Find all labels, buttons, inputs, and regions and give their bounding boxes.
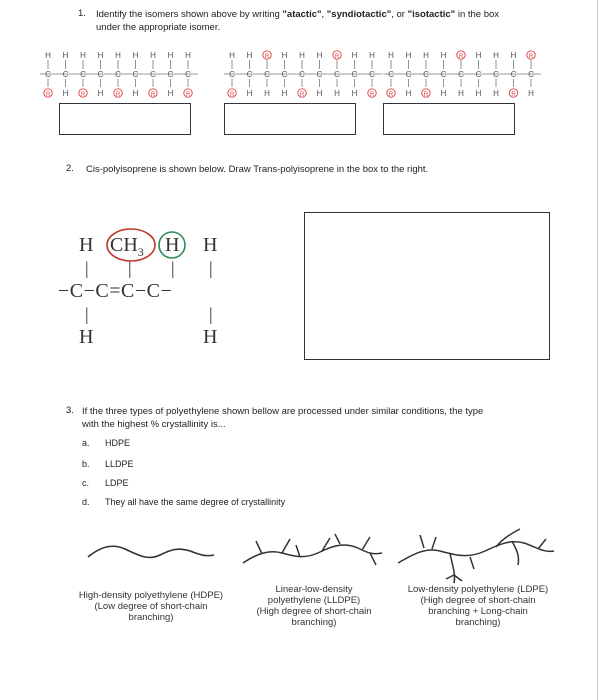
- option-a-letter: a.: [82, 438, 90, 448]
- hdpe-label: [56, 590, 246, 623]
- chain-2-r-bot-4: R: [299, 92, 305, 98]
- chain-3-h-bot-5: H: [475, 89, 482, 98]
- chain-2-carbon-1: C: [246, 70, 253, 79]
- chain-1-carbon-5: C: [132, 70, 139, 79]
- mol-h-top-left: H: [79, 234, 94, 256]
- chain-2-r-top-6: R: [334, 54, 340, 60]
- option-a-text[interactable]: HDPE: [105, 438, 131, 448]
- chain-3-h-top-7: H: [510, 51, 517, 60]
- chain-2-carbon-5: C: [316, 70, 323, 79]
- chain-2-h-top-4: H: [299, 51, 305, 60]
- chain-2-h-top-5: H: [316, 51, 323, 60]
- chain-3-carbon-8: C: [528, 70, 534, 79]
- option-c-letter: c.: [82, 478, 90, 488]
- chain-2-h-bot-7: H: [351, 89, 358, 98]
- lldpe-label-line1: Linear-low-density: [275, 584, 353, 595]
- ldpe-chain: [398, 529, 554, 583]
- option-b-letter: b.: [82, 459, 90, 469]
- chain-1-h-bot-5: H: [132, 89, 139, 98]
- option-d-text[interactable]: They all have the same degree of crystallinity: [105, 497, 286, 507]
- mol-bond-top-h: |: [171, 258, 175, 278]
- answer-box-trans-polyisoprene[interactable]: [304, 212, 550, 360]
- ldpe-label-line4: branching): [455, 617, 501, 628]
- ldpe-label-line3: branching + Long-chain: [428, 606, 528, 617]
- chain-1-h-bot-1: H: [62, 89, 69, 98]
- hdpe-label-line3: branching): [128, 612, 174, 623]
- hdpe-label-line1: High-density polyethylene (HDPE): [78, 590, 224, 601]
- chain-1-r-bot-6: R: [150, 92, 156, 98]
- chain-2-h-top-8: H: [369, 51, 375, 60]
- ch3-red-circle: [107, 229, 155, 261]
- chain-3-h-bot-1: H: [405, 89, 412, 98]
- chain-2-carbon-4: C: [299, 70, 305, 79]
- chain-2-h-bot-5: H: [316, 89, 323, 98]
- option-syndiotactic: "syndiotactic": [326, 9, 392, 20]
- chain-1-h-top-2: H: [80, 51, 86, 60]
- chain-3-r-bot-0: R: [388, 92, 394, 98]
- chain-2-h-top-7: H: [351, 51, 358, 60]
- mol-h-top-right: H: [203, 234, 218, 256]
- chain-3-h-top-5: H: [475, 51, 482, 60]
- polymer-chains-diagram: [0, 50, 607, 110]
- option-b-text[interactable]: LLDPE: [105, 459, 134, 469]
- mol-h-bottom-right: H: [203, 326, 218, 348]
- chain-3-carbon-4: C: [458, 70, 464, 79]
- chain-3-h-bot-4: H: [458, 89, 464, 98]
- chain-3-h-top-0: H: [388, 51, 394, 60]
- chain-3-carbon-0: C: [388, 70, 394, 79]
- ldpe-label-line2: (High degree of short-chain: [420, 595, 536, 606]
- chain-1-carbon-2: C: [80, 70, 86, 79]
- answer-box-chain-3[interactable]: [383, 103, 515, 135]
- chain-1-carbon-4: C: [115, 70, 121, 79]
- chain-2-carbon-2: C: [264, 70, 270, 79]
- chain-3-r-bot-7: R: [511, 92, 516, 98]
- question-1-sep1: ,: [321, 9, 327, 20]
- chain-3-carbon-3: C: [440, 70, 447, 79]
- chain-2-h-top-0: H: [229, 51, 235, 60]
- mol-bond-top-ch3: |: [128, 258, 132, 278]
- question-1-number: 1.: [78, 8, 86, 19]
- chain-1-h-top-5: H: [132, 51, 139, 60]
- lldpe-label-line2: polyethylene (LLDPE): [267, 595, 361, 606]
- chain-1-r-bot-8: R: [185, 92, 191, 98]
- chain-1-r-bot-2: R: [80, 92, 86, 98]
- chain-1-carbon-6: C: [150, 70, 156, 79]
- chain-1-h-top-1: H: [62, 51, 69, 60]
- chain-2-carbon-8: C: [369, 70, 375, 79]
- answer-box-chain-2[interactable]: [224, 103, 356, 135]
- mol-ch3-label: CH: [110, 234, 138, 256]
- question-3-line2: with the highest % crystallinity is...: [82, 419, 226, 430]
- hdpe-chain-line: [88, 546, 214, 557]
- chain-2-h-bot-6: H: [334, 89, 340, 98]
- chain-3-carbon-7: C: [510, 70, 517, 79]
- h-green-circle: [159, 232, 185, 258]
- chain-2-carbon-7: C: [351, 70, 358, 79]
- mol-bond-top-right: |: [209, 258, 213, 278]
- lldpe-chain: [243, 534, 382, 565]
- chain-1-h-top-8: H: [185, 51, 191, 60]
- chain-3-carbon-2: C: [423, 70, 429, 79]
- chain-2-carbon-0: C: [229, 70, 235, 79]
- mol-h-circled: H: [165, 234, 180, 256]
- chain-1-carbon-8: C: [185, 70, 191, 79]
- question-3-text: [82, 405, 542, 431]
- chain-2-h-top-3: H: [281, 51, 288, 60]
- lldpe-label: [234, 584, 394, 628]
- chain-2-carbon-6: C: [334, 70, 340, 79]
- chain-1-h-top-3: H: [97, 51, 104, 60]
- chain-3-carbon-5: C: [475, 70, 482, 79]
- chain-1-h-top-6: H: [150, 51, 156, 60]
- question-3-number: 3.: [66, 405, 74, 416]
- mol-ch3-subscript: 3: [137, 245, 144, 259]
- chain-1-r-bot-4: R: [115, 92, 121, 98]
- chain-2-carbon-3: C: [281, 70, 288, 79]
- option-atactic: "atactic": [282, 9, 322, 20]
- chain-1-carbon-1: C: [62, 70, 69, 79]
- chain-2-h-bot-2: H: [264, 89, 270, 98]
- ldpe-label-line1: Low-density polyethylene (LDPE): [407, 584, 549, 595]
- question-2-number: 2.: [66, 163, 74, 174]
- answer-box-chain-1[interactable]: [59, 103, 191, 135]
- lldpe-label-line4: branching): [291, 617, 337, 628]
- chain-3-h-top-3: H: [440, 51, 447, 60]
- chain-1-carbon-3: C: [97, 70, 104, 79]
- question-1-line2: under the appropriate isomer.: [96, 22, 221, 33]
- chain-3-r-top-4: R: [458, 54, 464, 60]
- mol-backbone: −C−C=C−C−: [58, 280, 173, 302]
- lldpe-label-line3: (High degree of short-chain: [256, 606, 372, 617]
- chain-1-r-bot-0: R: [45, 92, 51, 98]
- option-d-letter: d.: [82, 497, 90, 507]
- hdpe-label-line2: (Low degree of short-chain: [94, 601, 208, 612]
- mol-bond-bottom-left: |: [85, 304, 89, 324]
- chain-1-carbon-7: C: [167, 70, 174, 79]
- option-c-text[interactable]: LDPE: [105, 478, 129, 488]
- mol-h-bottom-left: H: [79, 326, 94, 348]
- chain-3-h-bot-3: H: [440, 89, 447, 98]
- question-1-text: [96, 8, 516, 34]
- chain-3-h-top-6: H: [493, 51, 499, 60]
- chain-2-h-bot-3: H: [281, 89, 288, 98]
- chain-3-h-bot-8: H: [528, 89, 534, 98]
- chain-3-r-top-8: R: [528, 54, 534, 60]
- question-3-line1: If the three types of polyethylene shown bellow are processed under similar conditions, the type: [82, 406, 484, 417]
- mol-circles: [0, 225, 240, 285]
- chain-3-r-bot-2: R: [423, 92, 429, 98]
- question-1-suffix: in the box: [455, 9, 500, 20]
- page-edge: [597, 0, 598, 700]
- chain-1-h-top-7: H: [167, 51, 174, 60]
- option-isotactic: "isotactic": [407, 9, 456, 20]
- mol-bond-top-left: |: [85, 258, 89, 278]
- chain-2-r-top-2: R: [264, 54, 270, 60]
- question-1-prefix: Identify the isomers shown above by writing: [96, 9, 283, 20]
- chain-3-carbon-1: C: [405, 70, 412, 79]
- chain-3-h-bot-6: H: [493, 89, 499, 98]
- chain-1-h-bot-7: H: [167, 89, 174, 98]
- chain-2-r-bot-0: R: [229, 92, 235, 98]
- chain-2-h-bot-1: H: [246, 89, 253, 98]
- chain-1-h-top-4: H: [115, 51, 121, 60]
- chain-3-carbon-6: C: [493, 70, 499, 79]
- chain-2-r-bot-8: R: [369, 92, 375, 98]
- question-2-text: Cis-polyisoprene is shown below. Draw Trans-polyisoprene in the box to the right.: [86, 164, 429, 175]
- chain-2-h-top-1: H: [246, 51, 253, 60]
- chain-1-h-top-0: H: [45, 51, 51, 60]
- chain-1-carbon-0: C: [45, 70, 51, 79]
- mol-bond-bottom-right: |: [209, 304, 213, 324]
- chain-3-h-top-1: H: [405, 51, 412, 60]
- ldpe-label: [388, 584, 568, 628]
- chain-1-h-bot-3: H: [97, 89, 104, 98]
- chain-3-h-top-2: H: [423, 51, 429, 60]
- question-1-sep2: , or: [391, 9, 408, 20]
